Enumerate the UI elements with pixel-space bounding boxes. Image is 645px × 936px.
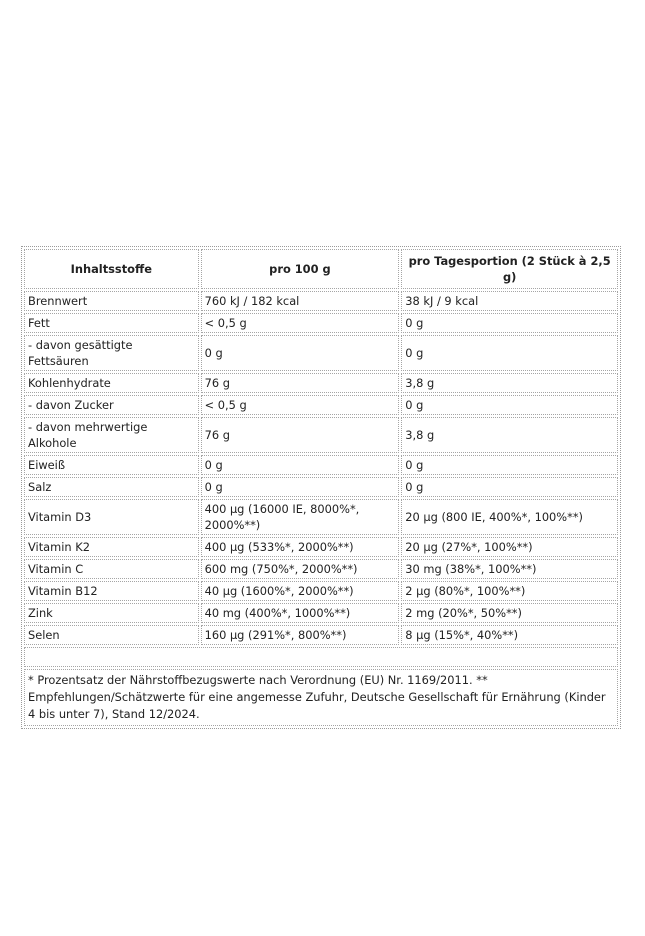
- footnote-row: [24, 669, 618, 726]
- ingredient-name: Fett: [24, 313, 199, 333]
- ingredient-name: - davon mehrwertige Alkohole: [24, 417, 199, 453]
- header-per-100g: pro 100 g: [201, 249, 400, 289]
- value-per-100g: 0 g: [201, 335, 400, 371]
- value-per-day: 3,8 g: [401, 417, 618, 453]
- value-per-100g: 40 mg (400%*, 1000%**): [201, 603, 400, 623]
- value-per-100g: 160 µg (291%*, 800%**): [201, 625, 400, 645]
- value-per-day: 0 g: [401, 395, 618, 415]
- value-per-day: 20 µg (27%*, 100%**): [401, 537, 618, 557]
- value-per-day: 3,8 g: [401, 373, 618, 393]
- table-row: [24, 313, 618, 333]
- header-per-daily-portion: pro Tagesportion (2 Stück à 2,5 g): [401, 249, 618, 289]
- ingredient-name: Vitamin K2: [24, 537, 199, 557]
- footnote: * Prozentsatz der Nährstoffbezugswerte nach Verordnung (EU) Nr. 1169/2011. ** Empfehlungen/Schätzwerte für eine angemesse Zufuhr, Deutsche Gesellschaft für Ernährung (Kinder 4 bis unter 7), Stand 12/2024.: [24, 669, 618, 726]
- table-row: [24, 395, 618, 415]
- ingredient-name: Vitamin C: [24, 559, 199, 579]
- ingredient-name: Salz: [24, 477, 199, 497]
- value-per-100g: 600 mg (750%*, 2000%**): [201, 559, 400, 579]
- value-per-100g: 0 g: [201, 455, 400, 475]
- value-per-day: 38 kJ / 9 kcal: [401, 291, 618, 311]
- ingredient-name: Vitamin D3: [24, 499, 199, 535]
- value-per-100g: < 0,5 g: [201, 313, 400, 333]
- ingredient-name: Kohlenhydrate: [24, 373, 199, 393]
- table-row: [24, 581, 618, 601]
- table-header-row: [24, 249, 618, 289]
- header-ingredients: Inhaltsstoffe: [24, 249, 199, 289]
- table-row: [24, 477, 618, 497]
- value-per-100g: 76 g: [201, 417, 400, 453]
- table-row: [24, 603, 618, 623]
- table-row: [24, 335, 618, 371]
- table-row: [24, 499, 618, 535]
- value-per-day: 0 g: [401, 477, 618, 497]
- table-row: [24, 537, 618, 557]
- ingredient-name: Brennwert: [24, 291, 199, 311]
- value-per-100g: 40 µg (1600%*, 2000%**): [201, 581, 400, 601]
- value-per-day: 2 mg (20%*, 50%**): [401, 603, 618, 623]
- value-per-100g: < 0,5 g: [201, 395, 400, 415]
- table-row: [24, 455, 618, 475]
- value-per-day: 8 µg (15%*, 40%**): [401, 625, 618, 645]
- value-per-day: 0 g: [401, 335, 618, 371]
- ingredient-name: Zink: [24, 603, 199, 623]
- nutrition-table: [21, 246, 621, 729]
- table-row: [24, 291, 618, 311]
- value-per-day: 30 mg (38%*, 100%**): [401, 559, 618, 579]
- empty-spacer-row: [24, 647, 618, 667]
- value-per-day: 0 g: [401, 455, 618, 475]
- value-per-day: 20 µg (800 IE, 400%*, 100%**): [401, 499, 618, 535]
- ingredient-name: Eiweiß: [24, 455, 199, 475]
- ingredient-name: Selen: [24, 625, 199, 645]
- table-row: [24, 373, 618, 393]
- ingredient-name: - davon Zucker: [24, 395, 199, 415]
- value-per-100g: 400 µg (16000 IE, 8000%*, 2000%**): [201, 499, 400, 535]
- table-row: [24, 559, 618, 579]
- value-per-100g: 76 g: [201, 373, 400, 393]
- value-per-day: 0 g: [401, 313, 618, 333]
- empty-spacer-cell: [24, 647, 618, 667]
- ingredient-name: Vitamin B12: [24, 581, 199, 601]
- table-row: [24, 625, 618, 645]
- value-per-100g: 0 g: [201, 477, 400, 497]
- value-per-day: 2 µg (80%*, 100%**): [401, 581, 618, 601]
- value-per-100g: 400 µg (533%*, 2000%**): [201, 537, 400, 557]
- table-row: [24, 417, 618, 453]
- value-per-100g: 760 kJ / 182 kcal: [201, 291, 400, 311]
- ingredient-name: - davon gesättigte Fettsäuren: [24, 335, 199, 371]
